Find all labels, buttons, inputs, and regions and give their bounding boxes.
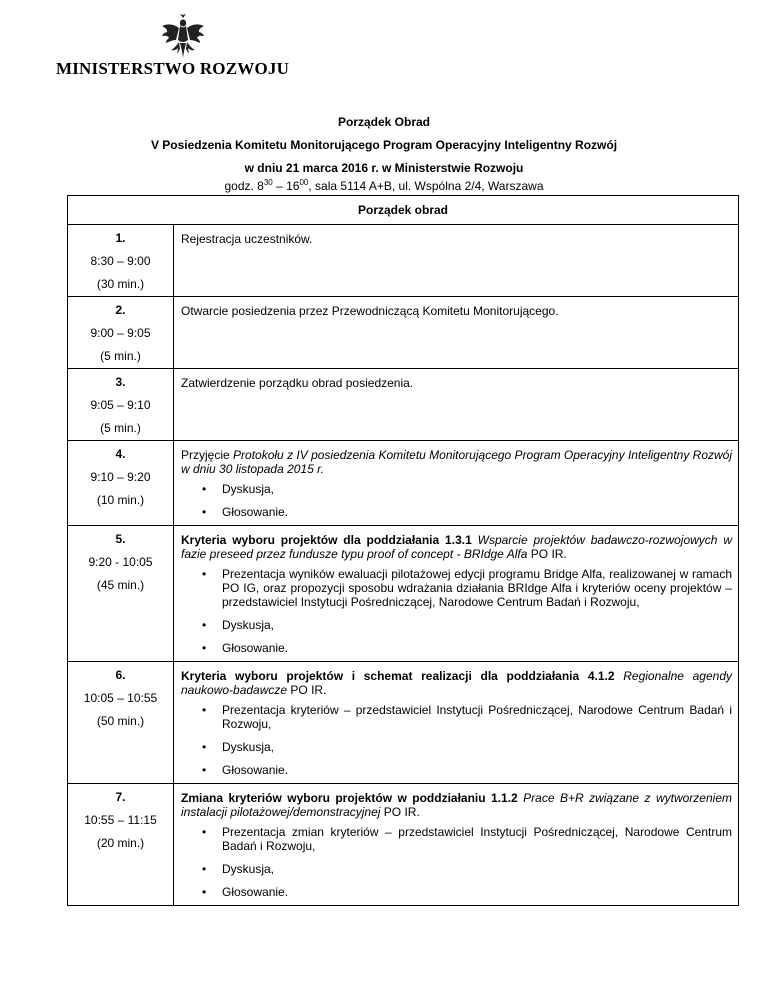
item-time: 9:05 – 9:10 <box>90 398 151 412</box>
item-number: 4. <box>115 447 126 461</box>
item-time: 9:20 - 10:05 <box>88 555 153 569</box>
item-text: Zatwierdzenie porządku obrad posiedzenia. <box>181 376 414 390</box>
bullet-item: • Dyskusja, <box>181 862 732 876</box>
item-bullets <box>181 703 732 777</box>
item-number: 6. <box>115 668 126 682</box>
item-number: 2. <box>115 303 126 317</box>
agenda-item-meta <box>68 369 174 441</box>
bullet-item: • Prezentacja zmian kryteriów – przedstawiciel Instytucji Pośredniczącej, Narodowe Centrum Badań i Rozwoju, <box>181 825 732 853</box>
bullet-item: • Dyskusja, <box>181 740 732 754</box>
agenda-item-meta <box>68 662 174 784</box>
polish-eagle-emblem-icon <box>160 12 206 62</box>
meeting-title: V Posiedzenia Komitetu Monitorującego Program Operacyjny Inteligentny Rozwój <box>150 138 618 152</box>
item-duration: (5 min.) <box>100 349 141 363</box>
agenda-table-header: Porządek obrad <box>68 196 739 225</box>
agenda-item <box>68 297 739 369</box>
bullet-item: • Dyskusja, <box>181 618 732 632</box>
item-bullets <box>181 482 732 519</box>
item-time: 9:10 – 9:20 <box>90 470 151 484</box>
item-text: Zmiana kryteriów wyboru projektów w poddziałaniu 1.1.2 Prace B+R związane z wytworzeniem instalacji pilotażowej/demonstracyjnej PO IR. <box>181 791 732 819</box>
agenda-item <box>68 225 739 297</box>
agenda-item-content <box>174 784 739 906</box>
item-duration: (45 min.) <box>96 578 145 592</box>
bullet-item: • Dyskusja, <box>181 482 732 496</box>
item-number: 5. <box>115 532 126 546</box>
meeting-time-place: godz. $8^{30} - 16^{00}$, sala 5114 A+B, ul. Wspólna 2/4, Warszawa <box>224 178 544 193</box>
bullet-item: • Głosowanie. <box>181 505 732 519</box>
item-bullets <box>181 567 732 655</box>
agenda-table <box>67 195 739 906</box>
item-time: 9:00 – 9:05 <box>90 326 151 340</box>
agenda-item-content <box>174 369 739 441</box>
agenda-item <box>68 369 739 441</box>
item-text: Rejestracja uczestników. <box>181 232 313 246</box>
item-number: 7. <box>115 790 126 804</box>
agenda-item <box>68 784 739 906</box>
agenda-item-content <box>174 297 739 369</box>
bullet-item: • Głosowanie. <box>181 885 732 899</box>
item-text: Przyjęcie Protokołu z IV posiedzenia Komitetu Monitorującego Program Operacyjny Inteligentny Rozwój w dniu 30 listopada 2015 r. <box>181 448 733 476</box>
bullet-item: • Prezentacja wyników ewaluacji pilotażowej edycji programu Bridge Alfa, realizowanej w ramach PO IG, oraz propozycji sposobu wdrażania działania BRIdge Alfa i kryteriów oceny projektów – przedstawiciel Instytucji Pośredniczącej, Narodowe Centrum Badań i Rozwoju, <box>181 567 732 609</box>
item-text: Kryteria wyboru projektów i schemat realizacji dla poddziałania 4.1.2 Regionalne agendy naukowo-badawcze PO IR. <box>181 669 732 697</box>
bullet-item: • Głosowanie. <box>181 641 732 655</box>
item-time: 8:30 – 9:00 <box>90 254 151 268</box>
agenda-item <box>68 662 739 784</box>
item-bullets <box>181 825 732 899</box>
bullet-item: • Prezentacja kryteriów – przedstawiciel Instytucji Pośredniczącej, Narodowe Centrum Badań i Rozwoju, <box>181 703 732 731</box>
meeting-date: w dniu 21 marca 2016 r. w Ministerstwie Rozwoju <box>244 161 524 175</box>
ministry-logo <box>56 12 306 82</box>
item-time: 10:05 – 10:55 <box>83 691 158 705</box>
agenda-item-meta <box>68 441 174 526</box>
agenda-item-meta <box>68 297 174 369</box>
item-time: 10:55 – 11:15 <box>84 813 157 827</box>
agenda-title: Porządek Obrad <box>337 115 431 129</box>
item-duration: (30 min.) <box>96 277 145 291</box>
item-duration: (10 min.) <box>96 493 145 507</box>
agenda-item-meta <box>68 526 174 662</box>
agenda-item-meta <box>68 784 174 906</box>
item-duration: (5 min.) <box>100 421 141 435</box>
bullet-item: • Głosowanie. <box>181 763 732 777</box>
agenda-item-content <box>174 662 739 784</box>
agenda-item-content <box>174 225 739 297</box>
ministry-name: MINISTERSTWO ROZWOJU <box>56 59 290 78</box>
item-duration: (50 min.) <box>96 714 145 728</box>
agenda-item-meta <box>68 225 174 297</box>
item-text: Kryteria wyboru projektów dla poddziałania 1.3.1 Wsparcie projektów badawczo-rozwojowych w fazie preseed przez fundusze typu proof of concept - BRIdge Alfa PO IR. <box>181 533 732 561</box>
item-duration: (20 min.) <box>96 836 145 850</box>
item-number: 3. <box>115 375 126 389</box>
agenda-item <box>68 441 739 526</box>
item-number: 1. <box>115 231 126 245</box>
agenda-item-content <box>174 441 739 526</box>
agenda-item-content <box>174 526 739 662</box>
agenda-item <box>68 526 739 662</box>
item-text: Otwarcie posiedzenia przez Przewodniczącą Komitetu Monitorującego. <box>181 304 559 318</box>
